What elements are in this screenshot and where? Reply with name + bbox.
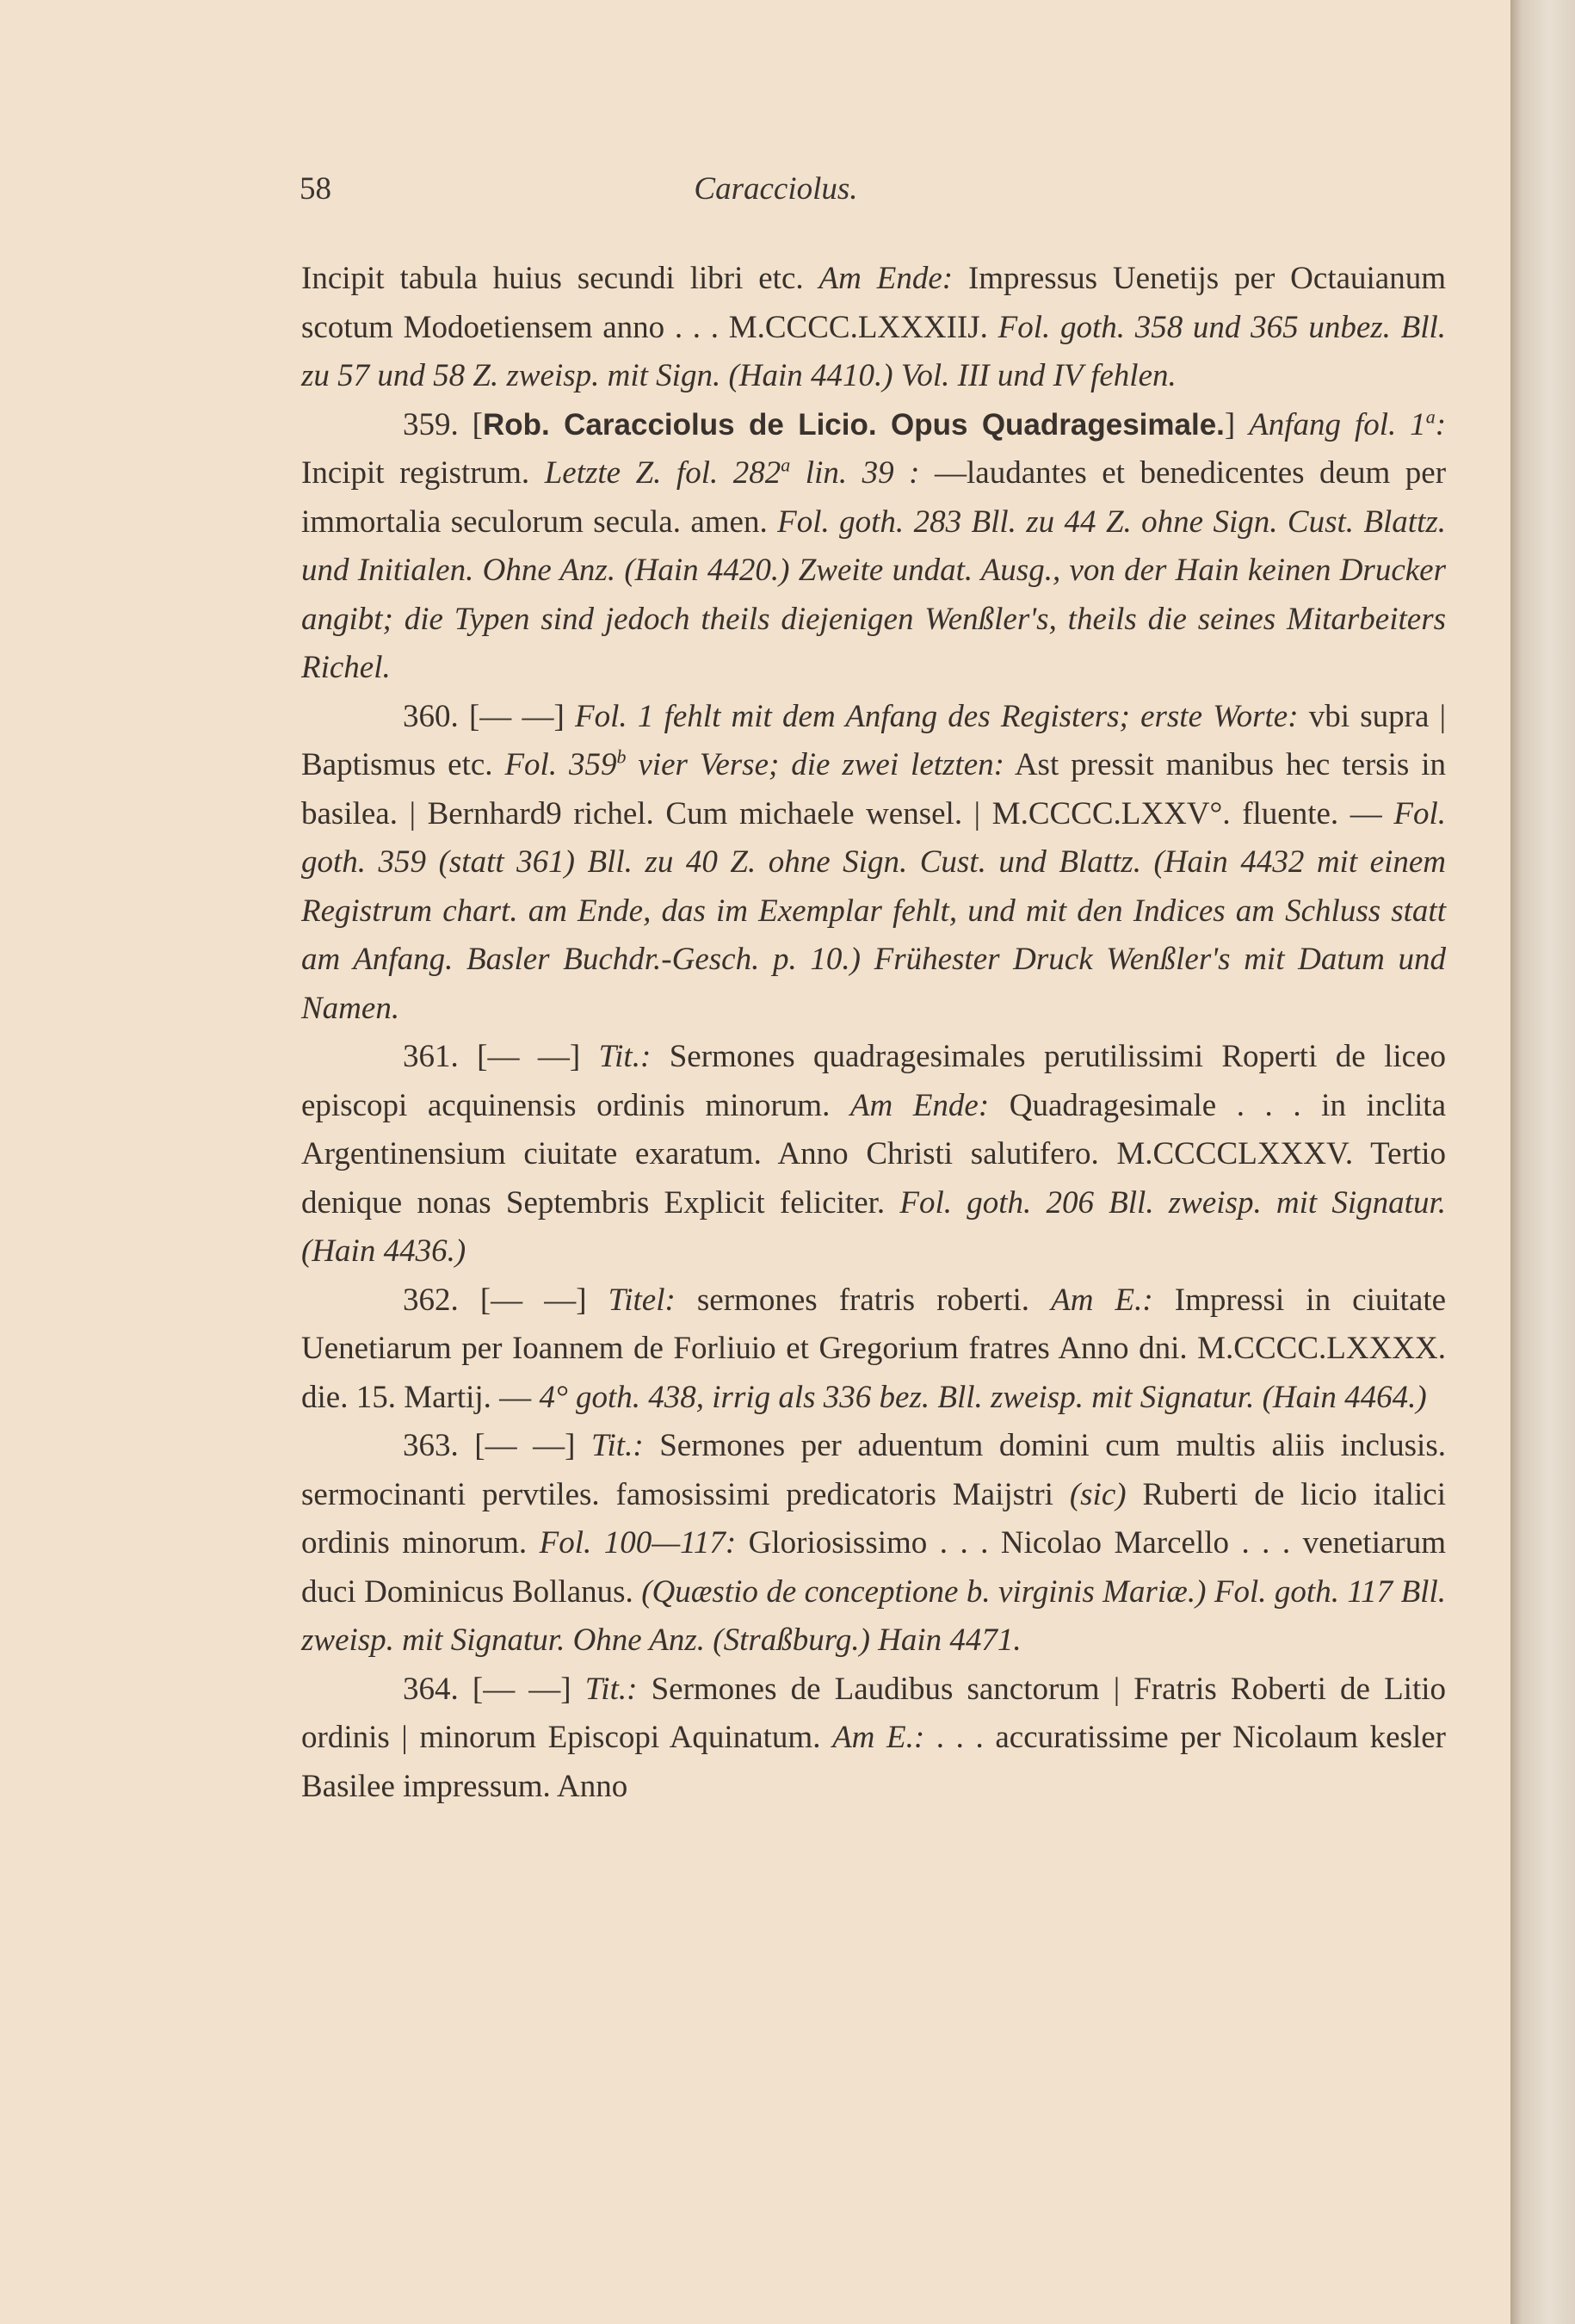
entry-360: 360. [— —] Fol. 1 fehlt mit dem Anfang des Registers; erste Worte: vbi supra | Baptismus etc. Fol. 359$^b$ vier Verse; die zwei letzten: Ast pressit manibus hec tersis in basilea. | Bernhard9 richel. Cum michaele wensel. | M.CCCC.LXXV°. fluente. — Fol. goth. 359 (statt 361) Bll. zu 40 Z. ohne Sign. Cust. und Blattz. (Hain 4432 mit einem Registrum chart. am Ende, das im Exemplar fehlt, und mit den Indices am Schluss statt am Anfang. Basler Buchdr.-Gesch. p. 10.) Frühester Druck Wenßler's mit Datum und Namen. bbox=[301, 698, 1447, 1026]
page-number: 58 bbox=[300, 171, 331, 207]
entry-number: 359. bbox=[403, 406, 459, 442]
entry-362: 362. [— —] Titel: sermones fratris roberti. Am E.: Impressi in ciuitate Uenetiarum per Ioannem de Forliuio et Gregorium fratres Anno dni. M.CCCC.LXXXX. die. 15. Martij. — 4° goth. 438, irrig als 336 bez. Bll. zweisp. mit Signatur. (Hain 4464.) bbox=[301, 1282, 1447, 1415]
entry-title: Rob. Caracciolus de Licio. Opus Quadragesimale. bbox=[483, 407, 1225, 442]
entry-number: 360. bbox=[403, 698, 459, 734]
entry-361: 361. [— —] Tit.: Sermones quadragesimales perutilissimi Roperti de liceo episcopi acquinensis ordinis minorum. Am Ende: Quadragesimale . . . in inclita Argentinensium ciuitate exaratum. Anno Christi salutifero. M.CCCCLXXXV. Tertio denique nonas Septembris Explicit feliciter. Fol. goth. 206 Bll. zweisp. mit Signatur. (Hain 4436.) bbox=[301, 1039, 1447, 1269]
entry-363: 363. [— —] Tit.: Sermones per aduentum domini cum multis aliis inclusis. sermocinanti pervtiles. famosissimi predicatoris Maijstri (sic) Ruberti de licio italici ordinis minorum. Fol. 100—117: Gloriosissimo . . . Nicolao Marcello . . . venetiarum duci Dominicus Bollanus. (Quæstio de conceptione b. virginis Mariæ.) Fol. goth. 117 Bll. zweisp. mit Signatur. Ohne Anz. (Straßburg.) Hain 4471. bbox=[301, 1428, 1447, 1658]
book-gutter-edge bbox=[1510, 0, 1575, 2324]
entry-number: 364. bbox=[403, 1671, 459, 1707]
entry-359: 359. [Rob. Caracciolus de Licio. Opus Quadragesimale.] Anfang fol. 1$^a$: Incipit registrum. Letzte Z. fol. 282$^a$ lin. 39 : —laudantes et benedicentes deum per immortalia seculorum secula. amen. Fol. goth. 283 Bll. zu 44 Z. ohne Sign. Cust. Blattz. und Initialen. Ohne Anz. (Hain 4420.) Zweite undat. Ausg., von der Hain keinen Drucker angibt; die Typen sind jedoch theils diejenigen Wenßler's, theils die seines Mitarbeiters Richel. bbox=[301, 405, 1447, 685]
entry-number: 362. bbox=[403, 1282, 459, 1318]
entry-358-continuation: Incipit tabula huius secundi libri etc. Am Ende: Impressus Uenetijs per Octauianum scotum Modoetiensem anno . . . M.CCCC.LXXXIIJ. Fol. goth. 358 und 365 unbez. Bll. zu 57 und 58 Z. zweisp. mit Sign. (Hain 4410.) Vol. III und IV fehlen. bbox=[301, 261, 1447, 393]
entry-364: 364. [— —] Tit.: Sermones de Laudibus sanctorum | Fratris Roberti de Litio ordinis | minorum Episcopi Aquinatum. Am E.: . . . accuratissime per Nicolaum kesler Basilee impressum. Anno bbox=[301, 1671, 1447, 1804]
page-header bbox=[300, 170, 1252, 222]
entry-number: 363. bbox=[403, 1428, 459, 1463]
entry-number: 361. bbox=[403, 1039, 459, 1074]
running-title: Caracciolus. bbox=[694, 171, 858, 207]
page-body bbox=[301, 255, 1446, 1811]
